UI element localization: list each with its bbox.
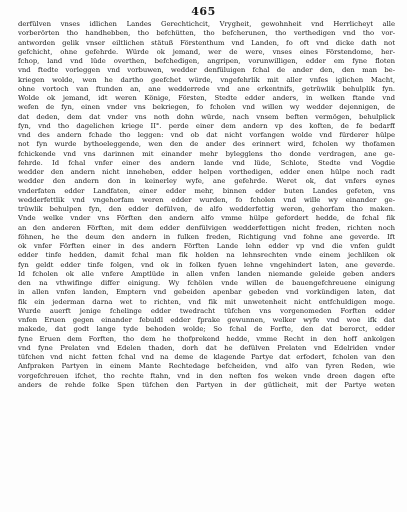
text-line: fyn, vnd tho dagelichen kriege II°. perde einer dem andern vp des koften, de fe bedarff: [18, 121, 395, 130]
text-line: ohne vortoch van ftunden an, ane wedderrede vnd ane erkentnifs, getrüwlik behulplik fyn.: [18, 84, 395, 93]
text-line: not fyn wurde bythoeleggende, wen den de ander des erinnert wird, fcholen wy thofamen: [18, 140, 395, 149]
text-line: fik ein jederman darna wet to richten, vnd fik mit unwetenheit nicht entfchuldigen moge.: [18, 297, 395, 306]
text-line: in allen vnfen landen, Emptern vnd gebeiden apenbar gebeden vnd vorkündigen laten, dat: [18, 288, 395, 297]
text-line: wedderfettlik vnd vngehorfam weren edder wurden, fo fcholen vnd wille wy einander ge-: [18, 195, 395, 204]
text-line: wedder den andern don in keinerley wyfe, ane gefehrde. Weret ok, dat vnfers eynes: [18, 177, 395, 186]
text-line: Anfpraken Partyen in einem Mante Rechtedage befcheiden, vnd alfo van fyren Reden, wie: [18, 362, 395, 371]
text-line: Id fcholen ok alle vnfere Amptlüde in allen vnfen landen niemande geleide geben anders: [18, 269, 395, 278]
text-line: Wurde auerft jenige fchelinge edder twedracht tüfchen vns vorgenomeden Forften edder: [18, 306, 395, 315]
text-line: anders de rehde folke Spen tüfchen den Partyen in der gütlicheit, mit der Partye weten: [18, 380, 395, 389]
text-line: vnd des andern fchade tho leggen: vnd ob dat nicht vorfangen wolde vnd fürderer hülpe: [18, 131, 395, 139]
text-line: fehrde. Id fchal vnfer einer des andern lande vnd lüde, Schlote, Stedte vnd Vogdie: [18, 158, 395, 167]
text-line: vnderfaten edder Landfaten, einer edder mehr, binnen edder buten Landes gefeten, vns: [18, 186, 395, 195]
text-line: fchickende vnd vns darinnen mit einander mehr bylegglens tho donde verdragen, ane ge-: [18, 149, 395, 158]
text-line: gefchicht, ohne gefehrde. Würde ok jemand, wer de were, vnses eines Förstendome, her-: [18, 47, 395, 56]
text-line: den na vthwifinge differ einigung. Wy fchölen vnde willen de bauengefchreuene einigung: [18, 279, 395, 287]
text-line: fchop, land vnd lüde overthen, befchedigen, angripen, vorunwilligen, edder em fyne floten: [18, 57, 395, 65]
text-line: makede, dat godt lange tyde behoden wolde; So fchal de Forfte, den dat berorct, edder: [18, 325, 395, 334]
body-text: [18, 20, 395, 390]
text-line: edder tinfe hedden, damit fchal man fik holden na lehnsrechten vnde einem jechliken ok: [18, 251, 395, 260]
text-line: ok vnfer Förften einer in des andern Förften Lande lehn edder vp vnd die vnfen guldt: [18, 242, 395, 250]
text-line: wedder den andern nicht inneheben, edder helpen vorthedigen, edder enen hülpe noch radt: [18, 168, 395, 176]
text-line: vnfen Eruen gegen einander febuldl edder fprake gewunnen, welker wyfe vnd woe ifk dat: [18, 316, 395, 324]
text-line: dat deden, dem dat vnder vns noth dohn würde, nach vnsem beften vermögen, behulplick: [18, 112, 395, 121]
text-line: wefen de fyn, einen vnder vns bekriegen, fo fcholen vnd willen wy wedder dejennigen, de: [18, 103, 395, 112]
text-line: kriegen wolde, wen he dartho geefchet würde, vngefehrlik mit aller vnfes iglichen Macht,: [18, 75, 395, 84]
text-line: tüfchen vnd nicht fetten fchal vnd na deme de klagende Partye dat erfodert, fcholen van den: [18, 353, 395, 361]
text-line: fyne Eruen dem Forften, tho dem he thofprekend hedde, vmme Recht in den hoff ankolgen: [18, 334, 395, 343]
text-line: antworden gelik vnser eiltlichen stätuß Förstenthum vnd Landen, fo oft vnd dicke dath not: [18, 38, 395, 47]
text-line: trüwlik behulpen fyn, den edder defülven, de alfo wedderfettig weren, gehorfam tho maken.: [18, 205, 395, 213]
text-line: vnd fyne Prelaten vnd Edelen thaden, dorh dat he defülven Prelaten vnd Edelriden vnder: [18, 343, 395, 352]
text-line: vorgefchreuen ifchet, tho rechte ftahn, vnd in den neften fos weken vnde dreen dagen efte: [18, 371, 395, 380]
text-line: föhnen, he the deum den andern in fulken freden, Richtigung vnd fohne ane geverde. Ift: [18, 232, 395, 241]
text-line: derfülven vnses idlichen Landes Gerechtichcit, Vrygheit, gewohnheit vnd Herrlicheyt alle: [18, 20, 395, 28]
text-line: Vnde welke vnder vns Förften den andern alfo vmme hülpe gefordert hedde, de fchal fik: [18, 214, 395, 223]
text-line: fyn geldt edder tinfe folgen, vnd ok in folken fyuen lehne vngehindert laten, ane geverde.: [18, 260, 395, 269]
text-line: vnd ftedte vorleggen vnd vorbuwen, wedder denfüluigen fchal de ander den, den man be-: [18, 66, 395, 75]
text-line: Wolde ok jemand, idt weren Könige, Försten, Stedte edder anders, in welken ftande vnd: [18, 94, 395, 102]
text-line: vorberörten tho handhebben, tho befchütten, tho befcherunen, tho verthedigen vnd tho vor-: [18, 29, 395, 38]
page-number: 465: [191, 5, 216, 18]
text-line: an den anderen Förften, mit dem edder denfülvigen wedderfettigen nicht freden, richten noch: [18, 223, 395, 232]
